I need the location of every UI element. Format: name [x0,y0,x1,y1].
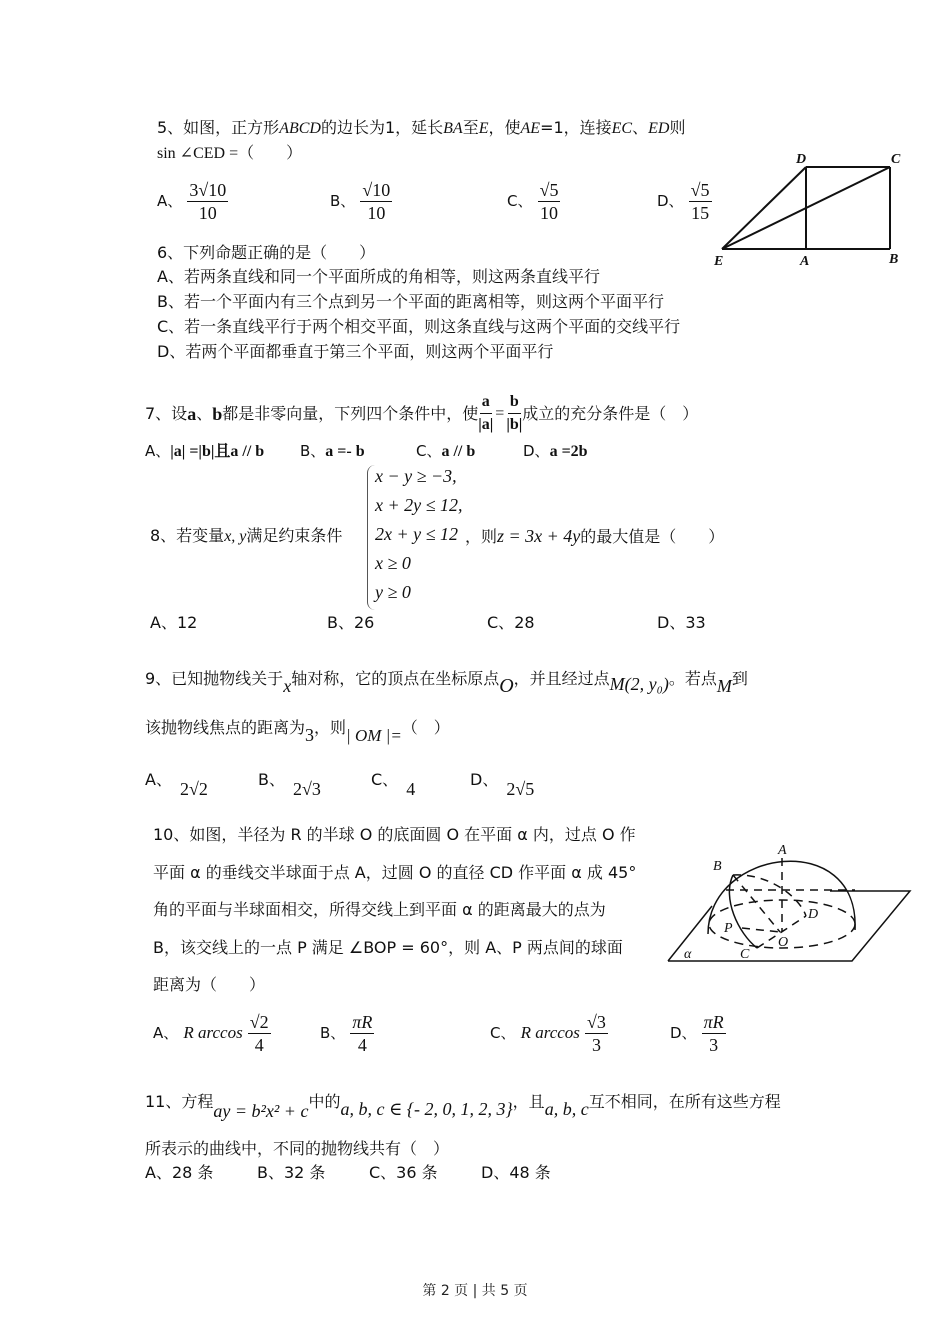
fraction [187,180,228,223]
q10-line-2: 平面 α 的垂线交半球面于点 A，过圆 O 的直径 CD 作平面 α 成 45° [153,863,637,882]
option-label: D、 [470,770,499,789]
label-p: P [724,921,733,936]
option-label: B、 [320,1024,346,1042]
q9-text: 轴对称，它的顶点在坐标原点 [291,669,500,688]
numerator: πR [352,1012,373,1032]
q7-option-b [300,440,365,463]
label-b: B [889,252,899,267]
option-label: A、 [157,192,183,210]
option-label: C、 [487,613,515,632]
option-label: D、 [657,613,686,632]
denominator: 3 [709,1035,719,1055]
q9-text: 9、已知抛物线关于 [145,669,284,688]
q8-text: 的最大值是（ ） [580,527,725,546]
option-value: 33 [685,613,706,632]
q10-line-4: B，该交线上的一点 P 满足 ∠BOP = 60°，则 A、P 两点间的球面 [153,938,623,957]
option-label: C、 [371,770,399,789]
constraint: 2x + y ≤ 12 [375,524,459,544]
q5-e: E [478,120,489,137]
q10-line-5: 距离为（ ） [153,975,266,994]
q9-text: 。若点 [668,669,717,688]
q8-option-d [657,612,706,634]
vector-a: a [187,403,197,424]
label-a: A [800,254,810,269]
q7-option-c [416,440,475,463]
q5-square-figure [700,145,920,275]
q7-option-d [523,440,588,463]
option-value: 12 [176,613,198,632]
numerator: √5 [539,180,559,200]
q5-option-c [507,180,560,223]
numerator: 3√10 [189,180,227,200]
q5-stem-line1 [157,117,685,140]
q11-equation: ay = b²x² + c [213,1101,309,1121]
q10-option-b [320,1012,374,1055]
q5-ba: BA [443,120,463,137]
q9-point-m: M(2, y₀) [609,674,669,694]
q7-text: 、 [196,403,213,423]
q6-option-b: B、若一个平面内有三个点到另一个平面的距离相等，则这两个平面平行 [157,292,664,311]
option-label: C、 [416,442,442,460]
q8-text: 满足约束条件 [246,526,343,545]
q5-text: 的边长为1，延长 [320,118,444,137]
denominator: 10 [198,203,217,223]
vector-b: b [212,403,223,424]
fraction [360,180,392,223]
numerator: √10 [362,180,391,200]
option-value: 2√2 [179,779,208,799]
constraint: x + 2y ≤ 12, [375,495,463,515]
numerator: a [480,392,492,414]
option-label: A、 [145,442,171,460]
q10-option-d [670,1012,726,1055]
q8-constraints [375,462,463,607]
q7-stem [145,392,698,435]
q9-option-b [258,768,321,799]
q10-option-a [153,1012,271,1055]
q10-option-c [490,1012,608,1055]
q8-stem-left [150,525,342,548]
q7-text: 7、设 [145,403,188,423]
q5-stem-line2: sin ∠CED =（ ） [157,145,303,162]
denominator: |a| [478,416,494,433]
option-label: A、 [153,1024,179,1042]
q11-text: 中的 [308,1092,341,1111]
option-value: 2√5 [506,779,535,799]
q5-abcd: ABCD [279,120,321,137]
q11-option-d: D、48 条 [481,1163,551,1182]
page-footer: 第 2 页 | 共 5 页 [422,1283,528,1299]
denominator: 4 [357,1035,367,1055]
denominator: 3 [591,1035,601,1055]
q11-option-b: B、32 条 [257,1163,326,1182]
option-label: D、 [523,442,550,460]
option-expr: a // b [441,443,476,460]
q5-option-b [330,180,392,223]
denominator: 15 [691,203,710,223]
q9-origin: O [499,675,514,697]
option-label: B、 [300,442,326,460]
q9-text: 到 [731,669,748,688]
fraction [538,180,561,223]
fraction [702,1012,726,1055]
numerator: √3 [587,1012,606,1032]
q5-option-a [157,180,228,223]
numerator: b [508,392,521,414]
option-value: 28 [514,613,535,632]
option-label: D、 [657,192,684,210]
option-label: A、 [145,770,172,789]
option-expr: a =2b [549,443,588,460]
denominator: 10 [540,203,559,223]
fraction [248,1012,271,1055]
q10-line-3: 角的平面与半球面相交，所得交线上到平面 α 的距离最大的点为 [153,900,606,919]
q9-option-d [470,768,535,799]
q11-abc: a, b, c [544,1099,589,1119]
q9-three: 3 [305,725,315,745]
q6-option-a: A、若两条直线和同一个平面所成的角相等，则这两条直线平行 [157,267,600,286]
q5-ae: AE [520,120,541,137]
option-prefix: R arccos [520,1023,580,1042]
q9-m: M [716,676,732,696]
option-label: C、 [507,192,533,210]
label-c: C [891,152,901,167]
option-label: B、 [327,613,354,632]
q11-stem-line2: 所表示的曲线中，不同的抛物线共有（ ） [145,1139,450,1158]
q5-text: 至 [462,118,479,137]
q11-text: 11、方程 [145,1092,214,1111]
q8-text: 8、若变量 [150,526,225,545]
constraint: y ≥ 0 [375,582,411,602]
q5-text: =1，连接 [540,118,612,137]
numerator: πR [703,1012,724,1032]
option-label: A、 [150,613,177,632]
q11-option-c: C、36 条 [369,1163,438,1182]
option-expr: a =- b [325,443,365,460]
label-d: D [796,152,807,167]
option-label: B、 [330,192,356,210]
q9-text: ，则 [314,718,347,737]
constraint: x − y ≥ −3, [375,466,457,486]
q8-vars: x, y [224,528,247,545]
q5-text: ，使 [488,118,521,137]
fraction-b-over-norm [506,392,522,435]
q8-stem-right [465,525,724,548]
q5-ec: EC [611,120,633,137]
q5-text: 5、如图，正方形 [157,118,280,137]
numerator: √2 [249,1012,269,1032]
fraction-a-over-norm [478,392,493,435]
label-o: O [778,935,789,950]
q8-text: ，则 [465,527,498,546]
q9-stem-line2 [145,716,450,745]
q9-om: | OM |= [346,726,402,745]
q10-hemisphere-figure [660,838,915,968]
q5-text: 、 [632,118,649,137]
option-value: 2√3 [292,779,321,799]
q11-set: a, b, c ∈ {- 2, 0, 1, 2, 3} [340,1099,513,1119]
numerator: √5 [690,180,710,200]
option-label: C、 [490,1024,516,1042]
objective-function: z = 3x + 4y [497,526,581,546]
q9-stem-line1 [145,667,748,697]
label-a: A [778,843,787,858]
fraction [585,1012,608,1055]
q7-option-a [145,440,264,463]
q7-text: 成立的充分条件是（ ） [522,403,699,423]
label-b: B [713,859,722,874]
q5-ed: ED [648,120,670,137]
constraint: x ≥ 0 [375,553,411,573]
q6-option-c: C、若一条直线平行于两个相交平面，则这条直线与这两个平面的交线平行 [157,317,681,336]
q9-option-c [371,768,416,799]
equals: = [495,404,505,422]
option-label: D、 [670,1024,697,1042]
q9-option-a [145,768,208,799]
option-value: 26 [353,613,375,632]
q9-text: 该抛物线焦点的距离为 [145,718,306,737]
q9-x: x [283,676,292,696]
q8-option-b [327,612,374,634]
q11-text: ，且 [512,1092,545,1111]
q11-text: 互不相同，在所有这些方程 [588,1092,781,1111]
q8-option-a [150,612,197,634]
q9-text: ，并且经过点 [513,669,610,688]
q6-stem: 6、下列命题正确的是（ ） [157,243,376,262]
option-expr: |a| =|b|且a // b [170,443,265,460]
q9-text: （ ） [401,718,450,737]
q11-option-a: A、28 条 [145,1163,214,1182]
q11-stem-line1 [145,1090,781,1121]
option-label: B、 [258,770,285,789]
q10-line-1: 10、如图，半径为 R 的半球 O 的底面圆 O 在平面 α 内，过点 O 作 [153,825,636,844]
q8-option-c [487,612,535,634]
fraction [350,1012,374,1055]
option-prefix: R arccos [183,1023,243,1042]
label-e: E [714,254,724,269]
denominator: |b| [506,416,523,433]
label-c: C [740,947,750,962]
q7-text: 都是非零向量，下列四个条件中，使 [222,403,479,423]
denominator: 4 [254,1035,264,1055]
label-d: D [808,907,819,922]
q6-option-d: D、若两个平面都垂直于第三个平面，则这两个平面平行 [157,342,554,361]
q5-text: 则 [669,118,686,137]
label-alpha: α [684,947,692,962]
denominator: 10 [367,203,386,223]
option-value: 4 [406,779,416,799]
